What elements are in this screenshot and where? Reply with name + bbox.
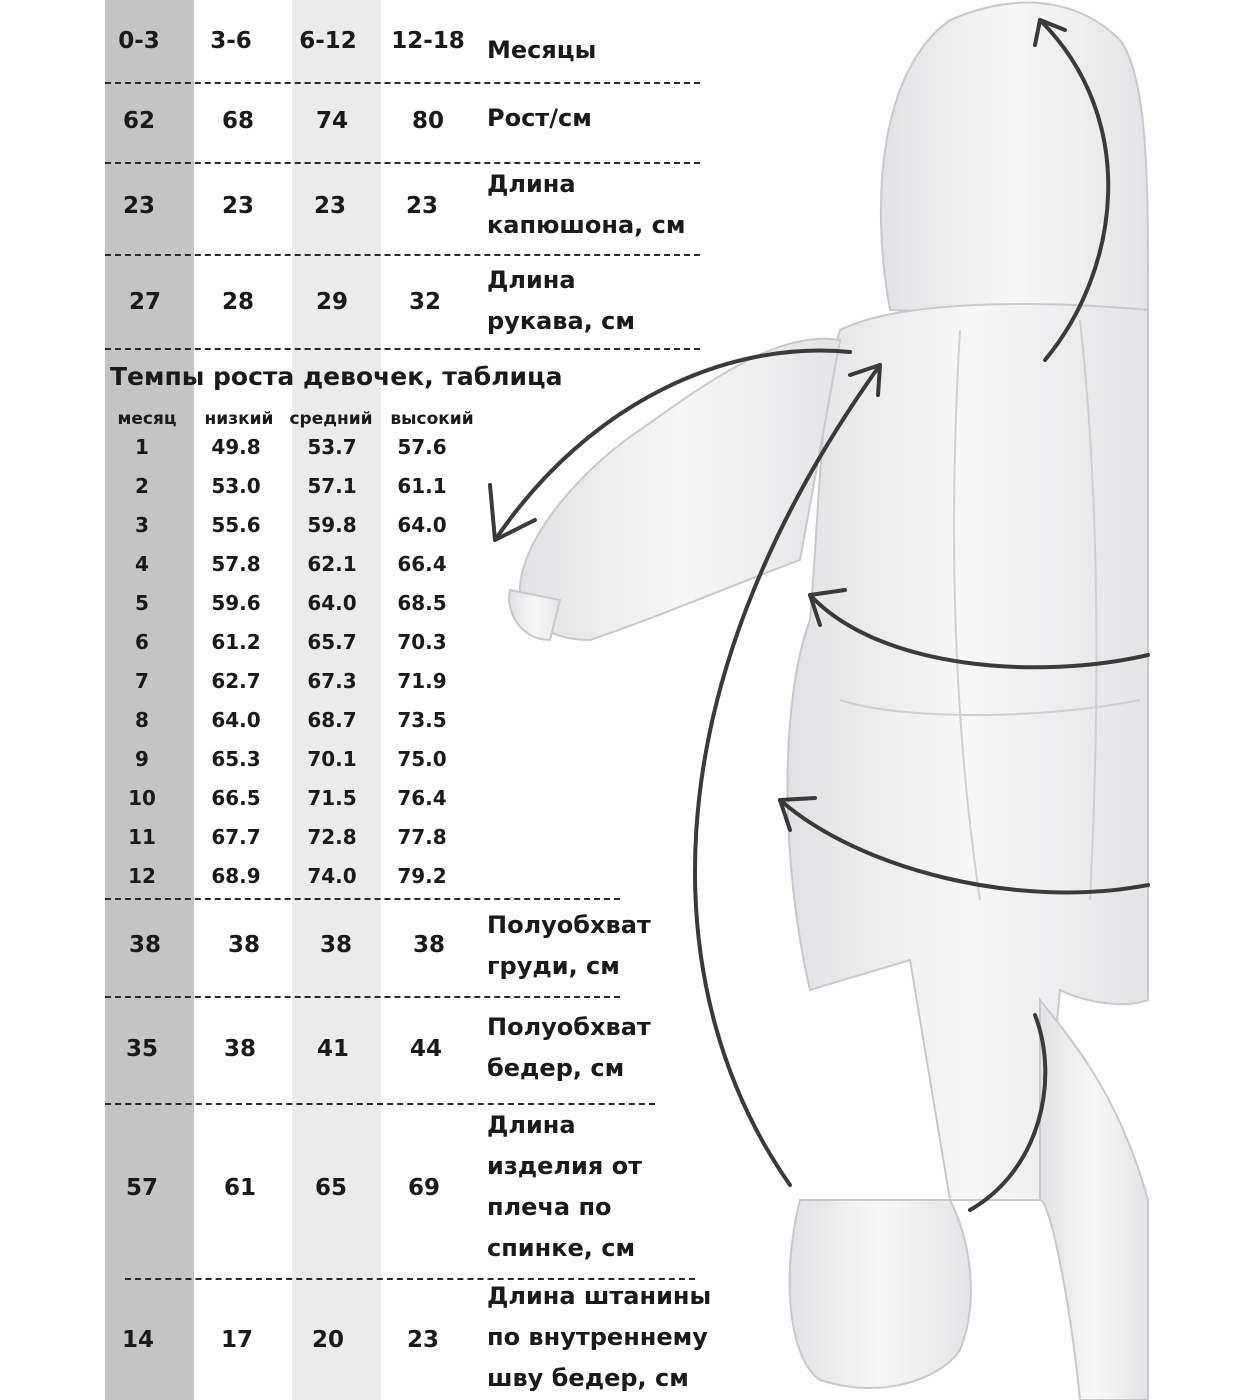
growth-cell-high: 77.8 <box>397 825 447 849</box>
growth-cell-mid: 57.1 <box>307 474 357 498</box>
cell-height-3: 80 <box>411 108 444 134</box>
label-hood-1: Длина <box>487 170 576 198</box>
growth-cell-high: 57.6 <box>397 435 447 459</box>
growth-cell-low: 68.9 <box>211 864 261 888</box>
growth-table-row <box>0 630 480 669</box>
growth-cell-low: 59.6 <box>211 591 261 615</box>
cell-inseam-2: 20 <box>311 1327 344 1353</box>
growth-cell-mid: 64.0 <box>307 591 357 615</box>
growth-table-row <box>0 669 480 708</box>
growth-cell-month: 6 <box>135 630 149 654</box>
growth-cell-high: 64.0 <box>397 513 447 537</box>
label-hips-1: Полуобхват <box>487 1013 651 1041</box>
cell-hips-3: 44 <box>409 1036 442 1062</box>
cell-chest-3: 38 <box>412 932 445 958</box>
growth-table-row <box>0 708 480 747</box>
label-hips-2: бедер, см <box>487 1054 625 1082</box>
divider <box>105 82 700 84</box>
growth-table-row <box>0 513 480 552</box>
growth-cell-mid: 74.0 <box>307 864 357 888</box>
growth-cell-month: 12 <box>128 864 156 888</box>
growth-cell-low: 66.5 <box>211 786 261 810</box>
cell-inseam-0: 14 <box>121 1327 154 1353</box>
growth-cell-high: 70.3 <box>397 630 447 654</box>
cell-hood-1: 23 <box>221 193 254 219</box>
growth-cell-mid: 68.7 <box>307 708 357 732</box>
growth-header-month: месяц <box>117 409 177 429</box>
cell-months-3: 12-18 <box>391 28 465 54</box>
cell-inseam-3: 23 <box>406 1327 439 1353</box>
label-hood-2: капюшона, см <box>487 211 686 239</box>
growth-cell-high: 61.1 <box>397 474 447 498</box>
cell-sleeve-2: 29 <box>315 289 348 315</box>
divider <box>105 254 700 256</box>
growth-cell-low: 67.7 <box>211 825 261 849</box>
cell-hips-0: 35 <box>125 1036 158 1062</box>
growth-cell-low: 53.0 <box>211 474 261 498</box>
label-length-2: изделия от <box>487 1152 642 1180</box>
cell-hood-3: 23 <box>405 193 438 219</box>
cell-length-1: 61 <box>223 1175 256 1201</box>
label-chest-1: Полуобхват <box>487 911 651 939</box>
growth-cell-month: 2 <box>135 474 149 498</box>
growth-table-row <box>0 591 480 630</box>
label-sleeve-1: Длина <box>487 266 576 294</box>
cell-hips-2: 41 <box>316 1036 349 1062</box>
cell-chest-1: 38 <box>227 932 260 958</box>
cell-sleeve-3: 32 <box>408 289 441 315</box>
growth-cell-mid: 71.5 <box>307 786 357 810</box>
growth-header-low: низкий <box>204 409 274 429</box>
growth-header-mid: средний <box>289 409 373 429</box>
cell-sleeve-1: 28 <box>221 289 254 315</box>
growth-table-row <box>0 825 480 864</box>
label-chest-2: груди, см <box>487 952 620 980</box>
cell-hood-0: 23 <box>122 193 155 219</box>
growth-table-row <box>0 786 480 825</box>
label-inseam-2: по внутреннему <box>487 1323 708 1351</box>
growth-cell-high: 76.4 <box>397 786 447 810</box>
growth-cell-mid: 59.8 <box>307 513 357 537</box>
cell-hips-1: 38 <box>223 1036 256 1062</box>
growth-table-row <box>0 435 480 474</box>
growth-cell-month: 4 <box>135 552 149 576</box>
cell-months-0: 0-3 <box>118 28 160 54</box>
growth-cell-low: 64.0 <box>211 708 261 732</box>
cell-sleeve-0: 27 <box>128 289 161 315</box>
growth-cell-low: 61.2 <box>211 630 261 654</box>
growth-cell-mid: 70.1 <box>307 747 357 771</box>
label-height: Рост/см <box>487 104 592 132</box>
growth-cell-mid: 72.8 <box>307 825 357 849</box>
cell-hood-2: 23 <box>313 193 346 219</box>
cell-height-2: 74 <box>315 108 348 134</box>
growth-cell-high: 73.5 <box>397 708 447 732</box>
label-inseam-1: Длина штанины <box>487 1282 712 1310</box>
growth-cell-month: 8 <box>135 708 149 732</box>
growth-table-row <box>0 474 480 513</box>
cell-chest-0: 38 <box>128 932 161 958</box>
growth-cell-low: 49.8 <box>211 435 261 459</box>
growth-cell-low: 55.6 <box>211 513 261 537</box>
growth-cell-low: 62.7 <box>211 669 261 693</box>
growth-cell-high: 79.2 <box>397 864 447 888</box>
divider <box>105 996 620 998</box>
divider <box>105 898 620 900</box>
growth-cell-high: 71.9 <box>397 669 447 693</box>
label-months: Месяцы <box>487 36 597 64</box>
growth-cell-low: 65.3 <box>211 747 261 771</box>
cell-months-2: 6-12 <box>299 28 357 54</box>
label-inseam-3: шву бедер, см <box>487 1364 689 1392</box>
growth-table-row <box>0 552 480 591</box>
growth-cell-mid: 62.1 <box>307 552 357 576</box>
cell-length-2: 65 <box>314 1175 347 1201</box>
growth-cell-mid: 67.3 <box>307 669 357 693</box>
growth-table-row <box>0 747 480 786</box>
divider <box>105 162 700 164</box>
label-length-4: спинке, см <box>487 1234 636 1262</box>
growth-table-title: Темпы роста девочек, таблица <box>110 362 563 391</box>
growth-cell-month: 1 <box>135 435 149 459</box>
growth-cell-low: 57.8 <box>211 552 261 576</box>
growth-cell-month: 7 <box>135 669 149 693</box>
growth-cell-high: 66.4 <box>397 552 447 576</box>
growth-cell-month: 9 <box>135 747 149 771</box>
cell-chest-2: 38 <box>319 932 352 958</box>
divider <box>105 348 700 350</box>
growth-cell-mid: 53.7 <box>307 435 357 459</box>
cell-length-0: 57 <box>125 1175 158 1201</box>
cell-months-1: 3-6 <box>210 28 252 54</box>
growth-cell-mid: 65.7 <box>307 630 357 654</box>
cell-height-1: 68 <box>221 108 254 134</box>
growth-cell-high: 75.0 <box>397 747 447 771</box>
cell-inseam-1: 17 <box>220 1327 253 1353</box>
growth-cell-month: 10 <box>128 786 156 810</box>
label-length-1: Длина <box>487 1111 576 1139</box>
label-sleeve-2: рукава, см <box>487 307 636 335</box>
growth-cell-month: 11 <box>128 825 156 849</box>
growth-cell-high: 68.5 <box>397 591 447 615</box>
growth-header-high: высокий <box>390 409 474 429</box>
growth-cell-month: 3 <box>135 513 149 537</box>
growth-cell-month: 5 <box>135 591 149 615</box>
label-length-3: плеча по <box>487 1193 612 1221</box>
cell-height-0: 62 <box>122 108 155 134</box>
cell-length-3: 69 <box>407 1175 440 1201</box>
